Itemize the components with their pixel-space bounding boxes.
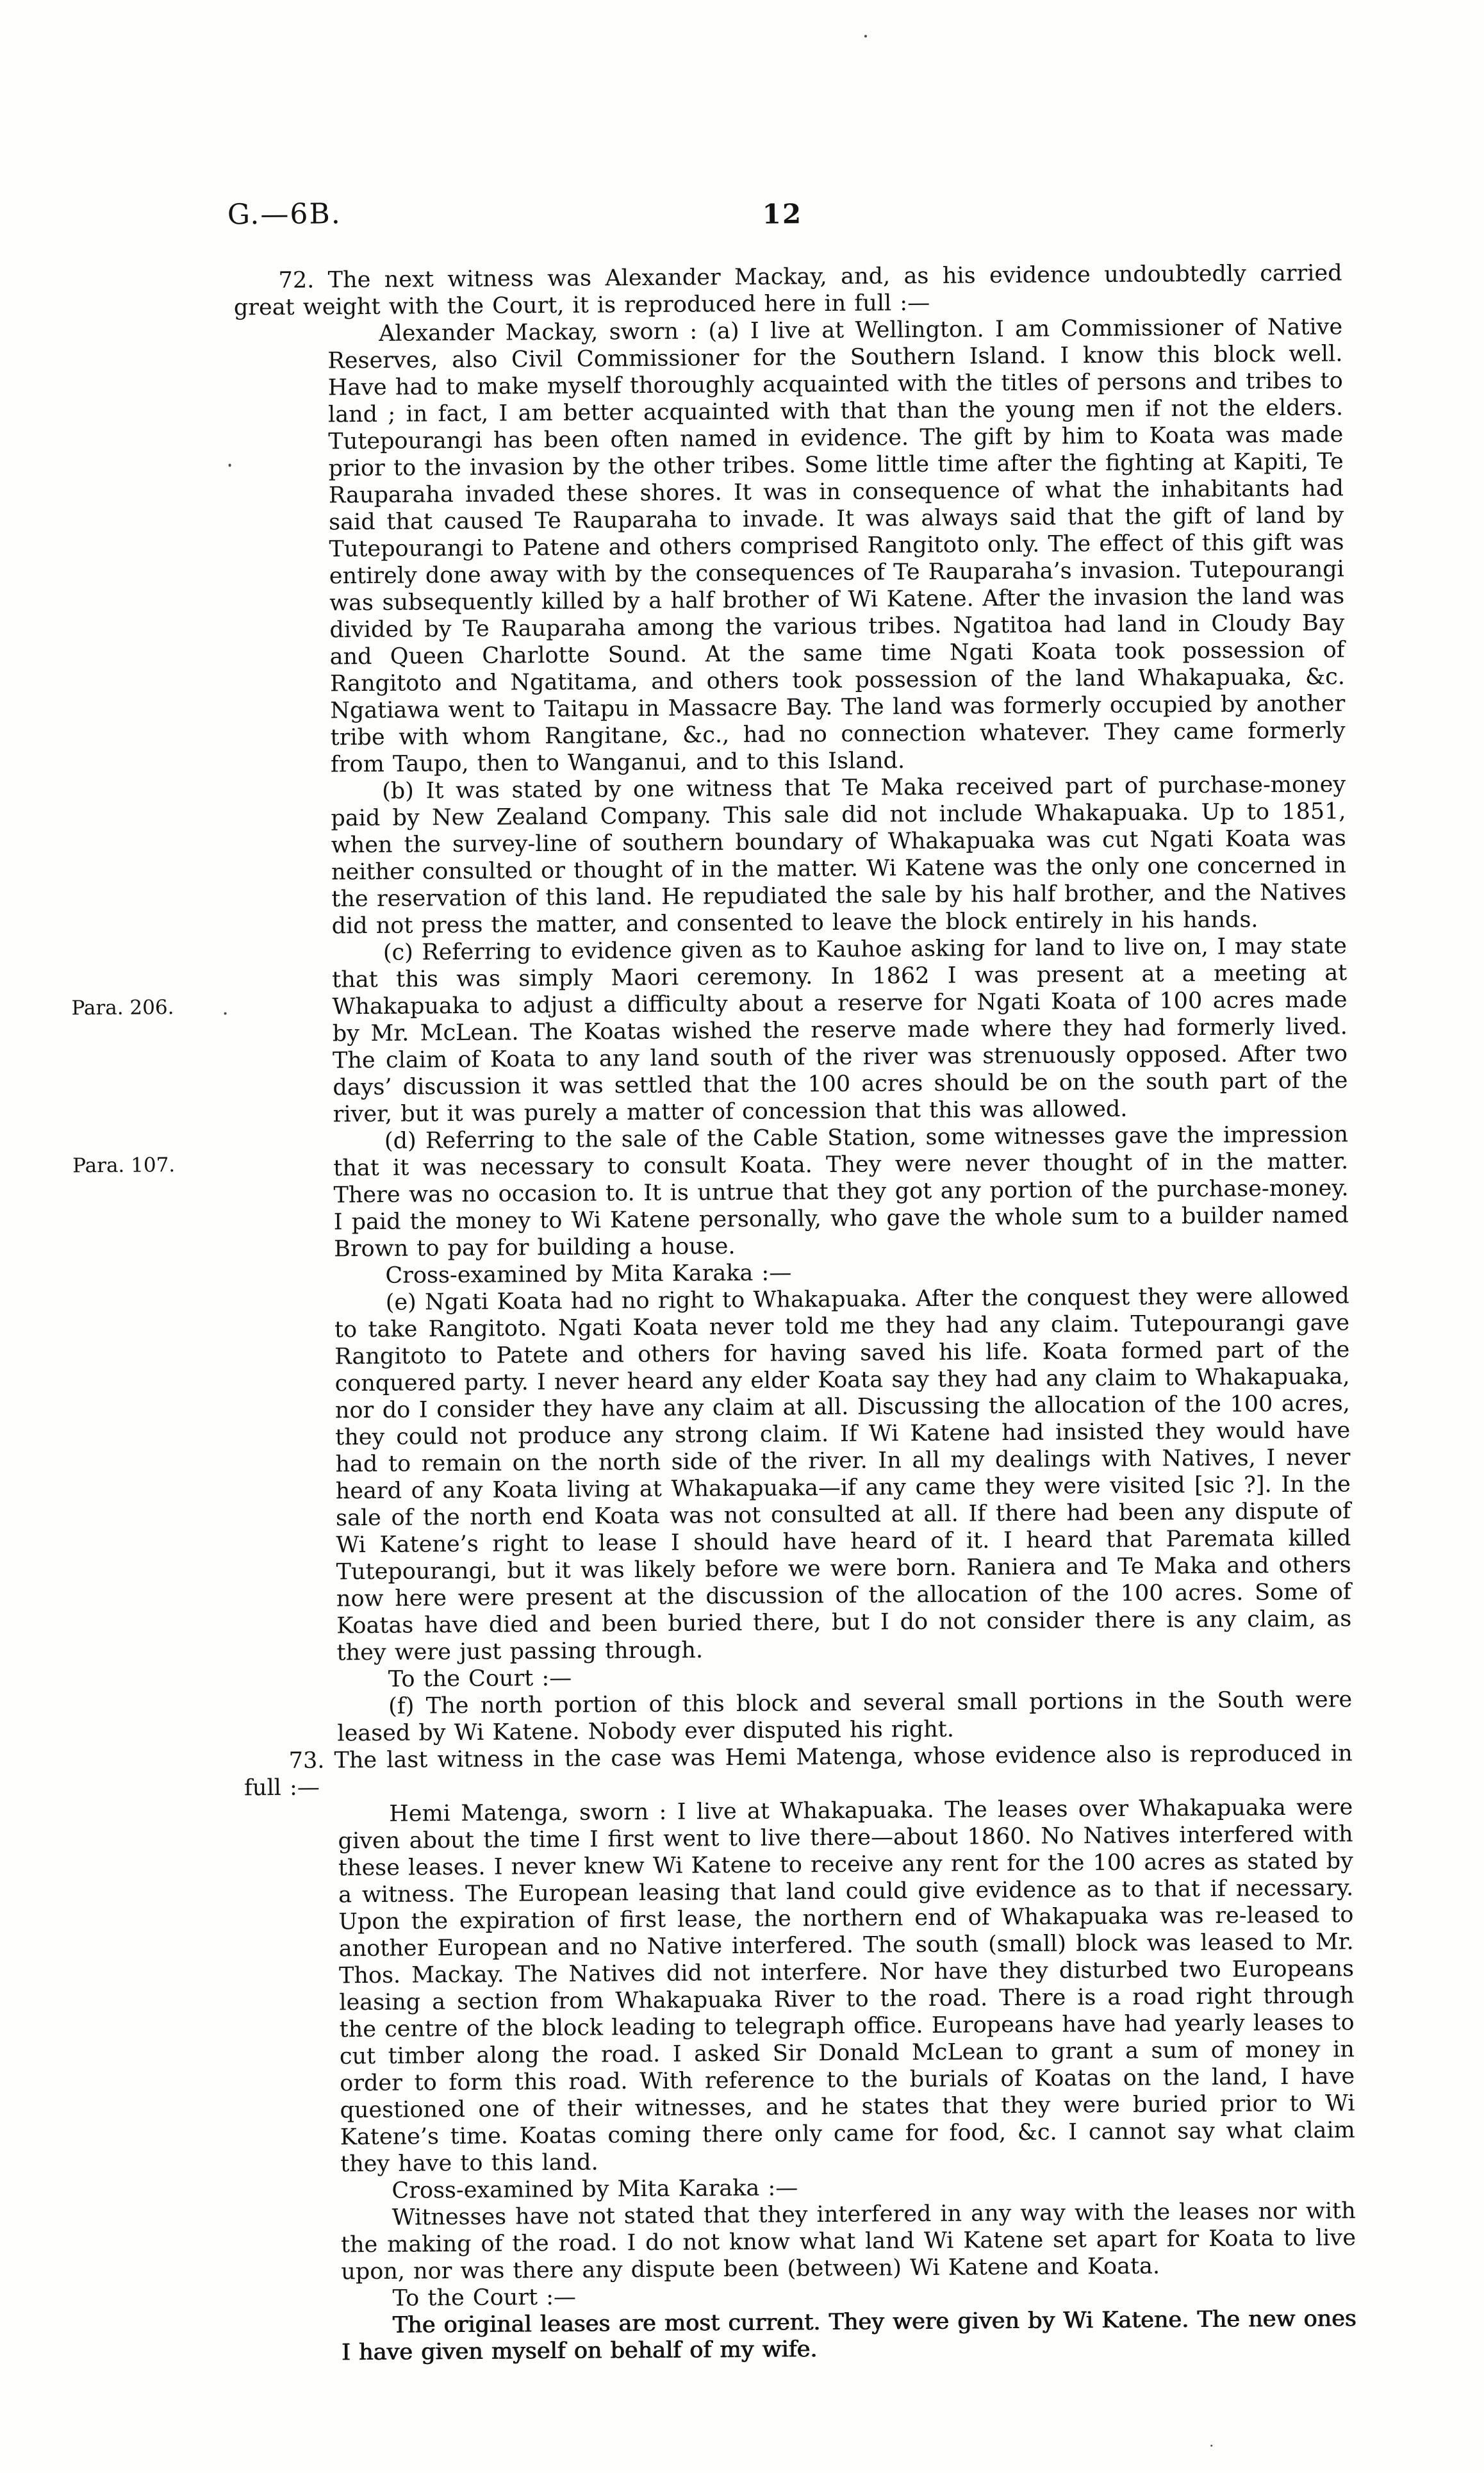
paragraph: 73. The last witness in the case was Hemi Matenga, whose evidence also is reproduced in full :—	[243, 1741, 1353, 1801]
paragraph: To the Court :—	[392, 2284, 577, 2312]
paragraph: Hemi Matenga, sworn : I live at Whakapuaka. The leases over Whakapuaka were given about the time I first went to live there—about 1860. No Natives interfered with these leases. I never knew Wi Katene to receive any rent for the 100 acres as stated by a witness. The European leasing that land could give evidence as to that if necessary. Upon the expiration of first lease, the northern end of Whakapuaka was re-leased to another European and no Native interfered. The south (small) block was leased to Mr. Thos. Mackay. The Natives did not interfere. Nor have they disturbed two Europeans leasing a section from Whakapuaka River to the road. There is a road right through the centre of the block leading to telegraph office. Europeans have had yearly leases to cut timber along the road. I asked Sir Donald McLean to grant a sum of money in order to form this road. With reference to the burials of Koatas on the land, I have questioned one of their witnesses, and he states that they were buried prior to Wi Katene’s time. Koatas coming there only came for food, &c. I cannot say what claim they have to this land.	[338, 1794, 1355, 2178]
paragraph: Alexander Mackay, sworn : (a) I live at Wellington. I am Commissioner of Native Reserves, also Civil Commissioner for the Southern Island. I know this block well. Have had to make myself thoroughly acquainted with the titles of persons and tribes to land ; in fact, I am better acquainted with that than the young men if not the elders. Tutepourangi has been often named in evidence. The gift by him to Koata was made prior to the invasion by the other tribes. Some little time after the fighting at Kapiti, Te Rauparaha invaded these shores. It was in consequence of what the inhabitants had said that caused Te Rauparaha to invade. It was always said that the gift of land by Tutepourangi to Patene and others comprised Rangitoto only. The effect of this gift was entirely done away with by the consequences of Te Rauparaha’s invasion. Tutepourangi was subsequently killed by a half brother of Wi Katene. After the invasion the land was divided by Te Rauparaha among the various tribes. Ngatitoa had land in Cloudy Bay and Queen Charlotte Sound. At the same time Ngati Koata took possession of Rangitoto and Ngatitama, and others took possession of the land Whakapuaka, &c. Ngatiawa went to Taitapu in Massacre Bay. The land was formerly occupied by another tribe with whom Rangitane, &c., had no connection whatever. They came formerly from Taupo, then to Wanganui, and to this Island.	[327, 314, 1346, 778]
margin-note-para-107: Para. 107.	[72, 1154, 176, 1178]
document-body	[233, 260, 1356, 2367]
paragraph: The original leases are most current. They were given by Wi Katene. The new ones I have given myself on behalf of my wife.	[342, 2306, 1356, 2366]
paragraph: Witnesses have not stated that they interfered in any way with the leases nor with the making of the road. I do not know what land Wi Katene set apart for Koata to live upon, nor was there any dispute been (between) Wi Katene and Koata.	[340, 2198, 1356, 2285]
paragraph: (e) Ngati Koata had no right to Whakapuaka. After the conquest they were allowed to take Rangitoto. Ngati Koata never told me they had any claim. Tutepourangi gave Rangitoto to Patete and others for having saved his life. Koata formed part of the conquered party. I never heard any elder Koata say they had any claim to Whakapuaka, nor do I consider they have any claim at all. Discussing the allocation of the 100 acres, they could not produce any strong claim. If Wi Katene had insisted they would have had to remain on the north side of the river. In all my dealings with Natives, I never heard of any Koata living at Whakapuaka—if any came they were visited [sic ?]. In the sale of the north end Koata was not consulted at all. If there had been any dispute of Wi Katene’s right to lease I should have heard of it. I heard that Paremata killed Tutepourangi, but it was likely before we were born. Raniera and Te Maka and others now here were present at the discussion of the allocation of the 100 acres. Some of Koatas have died and been buried there, but I do not consider there is any claim, as they were just passing through.	[334, 1283, 1352, 1666]
scan-speck	[229, 463, 231, 467]
paragraph: (b) It was stated by one witness that Te Maka received part of purchase-money paid by New Zealand Company. This sale did not include Whakapuaka. Up to 1851, when the survey-line of southern boundary of Whakapuaka was cut Ngati Koata was neither consulted or thought of in the matter. Wi Katene was the only one concerned in the reservation of this land. He repudiated the sale by his half brother, and the Natives did not press the matter, and consented to leave the block entirely in his hands.	[331, 772, 1347, 939]
document-reference: G.—6B.	[227, 197, 342, 231]
scan-speck	[224, 1013, 227, 1015]
paragraph: (d) Referring to the sale of the Cable Station, some witnesses gave the impression that it was necessary to consult Koata. They were never thought of in the matter. There was no occasion to. It is untrue that they got any portion of the purchase-money. I paid the money to Wi Katene personally, who gave the whole sum to a builder named Brown to pay for building a house.	[333, 1121, 1349, 1262]
scan-speck	[864, 35, 867, 38]
scan-speck	[1210, 2445, 1212, 2447]
paragraph: To the Court :—	[388, 1665, 572, 1692]
paragraph: (f) The north portion of this block and several small portions in the South were leased by Wi Katene. Nobody ever disputed his right.	[337, 1687, 1353, 1747]
paragraph: 72. The next witness was Alexander Mackay, and, as his evidence undoubtedly carried great weight with the Court, it is reproduced here in full :—	[233, 260, 1342, 321]
page-number: 12	[762, 198, 803, 230]
paragraph: Cross-examined by Mita Karaka :—	[385, 1260, 792, 1289]
paragraph: (c) Referring to evidence given as to Kauhoe asking for land to live on, I may state that this was simply Maori ceremony. In 1862 I was present at a meeting at Whakapuaka to adjust a difficulty about a reserve for Ngati Koata of 100 acres made by Mr. McLean. The Koatas wished the reserve made where they had formerly lived. The claim of Koata to any land south of the river was strenuously opposed. After two days’ discussion it was settled that the 100 acres should be on the south part of the river, but it was purely a matter of concession that this was allowed.	[332, 933, 1348, 1128]
margin-note-para-206: Para. 206.	[71, 996, 174, 1020]
paragraph: Cross-examined by Mita Karaka :—	[392, 2175, 798, 2204]
